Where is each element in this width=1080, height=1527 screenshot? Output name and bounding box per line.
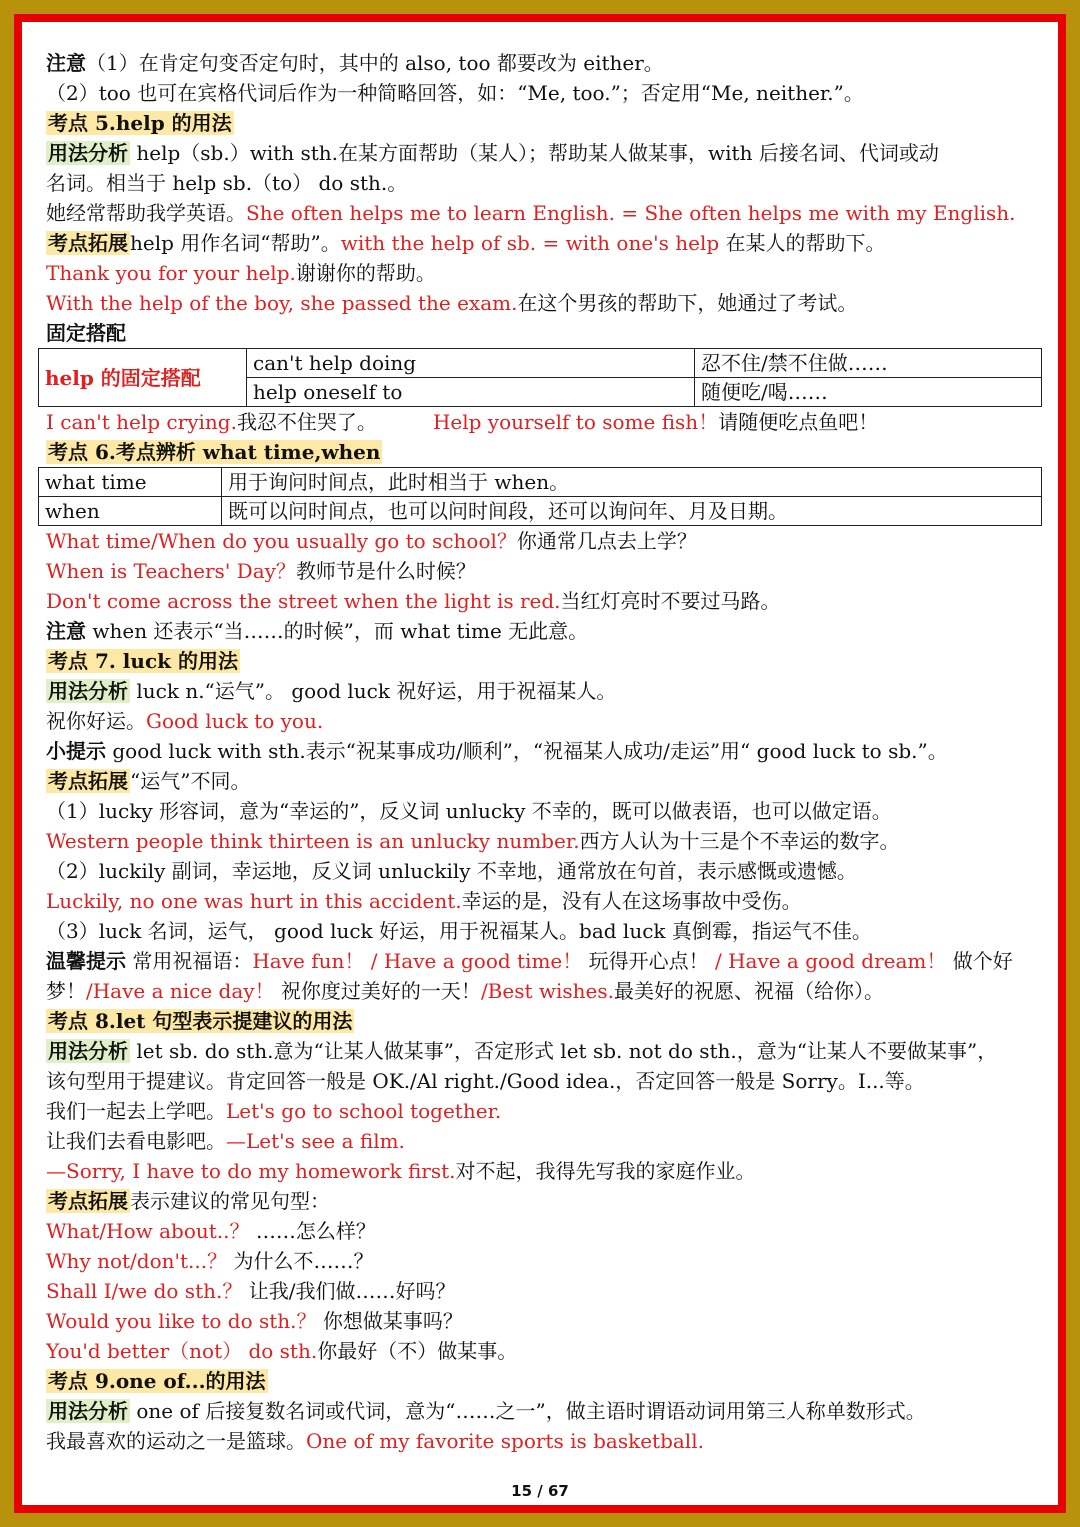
extension-text: help 用作名词“帮助”。: [130, 231, 341, 255]
example-zh: 在这个男孩的帮助下，她通过了考试。: [517, 291, 858, 315]
usage-line-2: 名词。相当于 help sb.（to） do sth.。: [46, 171, 408, 195]
note-text: when 还表示“当……的时候”，而 what time 无此意。: [86, 619, 589, 643]
tip-text: good luck with sth.表示“祝某事成功/顺利”，“祝福某人成功/走运”用“ good luck to sb.”。: [106, 739, 948, 763]
example-zh: 谢谢你的帮助。: [295, 261, 436, 285]
extension-tag: 考点拓展: [48, 1189, 128, 1213]
note-tag: 注意: [46, 51, 86, 75]
pattern-en: Shall I/we do sth.？: [46, 1279, 243, 1303]
example-zh: 让我们去看电影吧。: [46, 1129, 226, 1153]
warm-tip-tag: 温馨提示: [46, 949, 126, 973]
extension-text: “运气”不同。: [130, 769, 251, 793]
example-en: —Let's see a film.: [226, 1129, 405, 1153]
pattern-en: What/How about..？: [46, 1219, 250, 1243]
greeting-zh: 祝你度过美好的一天！: [274, 979, 481, 1003]
table-cell: 用于询问时间点，此时相当于 when。: [222, 468, 1042, 497]
usage-text: let sb. do sth.意为“让某人做某事”，否定形式 let sb. not do sth.，意为“让某人不要做某事”，: [130, 1039, 998, 1063]
pattern-zh: 你想做某事吗？: [316, 1309, 463, 1333]
note-line: [46, 616, 1046, 646]
section-5: [46, 108, 1046, 138]
example-zh: 我最喜欢的运动之一是篮球。: [46, 1429, 306, 1453]
example-line: [46, 886, 1046, 916]
pattern-line: [46, 1306, 1046, 1336]
help-collocation-table: [38, 348, 1042, 407]
example-line: [46, 407, 1046, 437]
greeting-en: / Have a good dream！: [708, 949, 947, 973]
example-en: When is Teachers' Day？: [46, 559, 296, 583]
extension-en: with the help of sb. = with one's help: [340, 231, 720, 255]
pattern-line: [46, 1216, 1046, 1246]
example-en: One of my favorite sports is basketball.: [306, 1429, 704, 1453]
section-9: [46, 1366, 1046, 1396]
example-line: [46, 556, 1046, 586]
tip-line: [46, 736, 1046, 766]
fixed-collocation-title: 固定搭配: [46, 321, 126, 345]
table-cell: 既可以问时间点，也可以问时间段，还可以询问年、月及日期。: [222, 497, 1042, 526]
usage-text: one of 后接复数名词或代词，意为“……之一”，做主语时谓语动词用第三人称单数形式。: [130, 1399, 926, 1423]
pattern-line: [46, 1336, 1046, 1366]
example-line: [46, 198, 1046, 228]
section-5-heading: 考点 5.help 的用法: [48, 111, 232, 135]
usage-tag: 用法分析: [48, 1399, 128, 1423]
note-line-2: （2）too 也可在宾格代词后作为一种简略回答，如：“Me, too.”；否定用“Me, neither.”。: [46, 81, 864, 105]
table-cell: what time: [39, 468, 222, 497]
note-text: （1）在肯定句变否定句时，其中的 also, too 都要改为 either。: [86, 51, 664, 75]
example-line: [46, 526, 1046, 556]
usage-text: luck n.“运气”。 good luck 祝好运，用于祝福某人。: [130, 679, 617, 703]
example-en: Good luck to you.: [146, 709, 324, 733]
pattern-line: [46, 1276, 1046, 1306]
table-cell: 随便吃/喝……: [695, 378, 1042, 407]
pattern-en: Why not/don't...？: [46, 1249, 228, 1273]
example-en: Don't come across the street when the light is red.: [46, 589, 561, 613]
extension-tag: 考点拓展: [48, 231, 128, 255]
section-7-heading: 考点 7. luck 的用法: [48, 649, 238, 673]
example-zh: 我忍不住哭了。: [236, 410, 377, 434]
example-en: What time/When do you usually go to school？: [46, 529, 517, 553]
pattern-zh: 你最好（不）做某事。: [317, 1339, 518, 1363]
what-time-when-table: [38, 467, 1042, 526]
example-en: She often helps me to learn English. = She often helps me with my English.: [246, 201, 1016, 225]
example-zh: 教师节是什么时候？: [295, 559, 476, 583]
greeting-en: /Have a nice day！: [86, 979, 275, 1003]
page-number: 15 / 67: [511, 1482, 569, 1500]
example-zh: 祝你好运。: [46, 709, 146, 733]
example-zh: 她经常帮助我学英语。: [46, 201, 246, 225]
extension-line: [46, 228, 1046, 258]
usage-tag: 用法分析: [48, 1039, 128, 1063]
example-en: Western people think thirteen is an unlucky number.: [46, 829, 580, 853]
example-line: [46, 1096, 1046, 1126]
example-en: Help yourself to some fish！: [432, 410, 719, 434]
warm-tip-line-1: [46, 946, 1046, 976]
note-line-1: [46, 48, 1046, 78]
extension-line: [46, 766, 1046, 796]
pattern-en: Would you like to do sth.？: [46, 1309, 317, 1333]
section-8: [46, 1006, 1046, 1036]
extension-text-2: 在某人的帮助下。: [719, 231, 886, 255]
section-7: [46, 646, 1046, 676]
table-row: [39, 349, 1042, 378]
usage-tag: 用法分析: [48, 141, 128, 165]
example-zh: 当红灯亮时不要过马路。: [560, 589, 781, 613]
table-row: [39, 497, 1042, 526]
example-zh: 我们一起去上学吧。: [46, 1099, 226, 1123]
example-zh: 西方人认为十三是个不幸运的数字。: [579, 829, 900, 853]
pattern-line: [46, 1246, 1046, 1276]
example-line: [46, 826, 1046, 856]
usage-tag: 用法分析: [48, 679, 128, 703]
tip-tag: 小提示: [46, 739, 106, 763]
page-content: [46, 48, 1046, 1456]
pattern-en: You'd better（not） do sth.: [46, 1339, 318, 1363]
example-en: Thank you for your help.: [46, 261, 296, 285]
example-line: [46, 1126, 1046, 1156]
example-line: [46, 258, 1046, 288]
table-label: help 的固定搭配: [39, 349, 247, 407]
example-en: Luckily, no one was hurt in this accident.: [46, 889, 462, 913]
warm-tip-text: 常用祝福语：: [126, 949, 253, 973]
table-cell: can't help doing: [247, 349, 695, 378]
example-line: [46, 288, 1046, 318]
example-zh: 你通常几点去上学？: [516, 529, 697, 553]
greeting-en: Have fun！ / Have a good time！: [252, 949, 583, 973]
note-tag: 注意: [46, 619, 86, 643]
greeting-zh: 梦！: [46, 979, 86, 1003]
extension-text: 表示建议的常见句型：: [130, 1189, 330, 1213]
table-cell: when: [39, 497, 222, 526]
example-en: Let's go to school together.: [226, 1099, 502, 1123]
usage-text: help（sb.）with sth.在某方面帮助（某人）；帮助某人做某事，with 后接名词、代词或动: [130, 141, 939, 165]
section-6-heading: 考点 6.考点辨析 what time,when: [48, 440, 381, 464]
pattern-zh: 让我/我们做……好吗？: [242, 1279, 456, 1303]
item-line: （2）luckily 副词，幸运地，反义词 unluckily 不幸地，通常放在句首，表示感慨或遗憾。: [46, 859, 857, 883]
document-page: [22, 22, 1058, 1505]
section-6: [46, 437, 1046, 467]
example-line: [46, 586, 1046, 616]
example-zh: 幸运的是，没有人在这场事故中受伤。: [461, 889, 802, 913]
extension-line: [46, 1186, 1046, 1216]
usage-line-1: [46, 1036, 1046, 1066]
usage-line: [46, 676, 1046, 706]
greeting-zh: 最美好的祝愿、祝福（给你）。: [613, 979, 884, 1003]
warm-tip-line-2: [46, 976, 1046, 1006]
example-en: With the help of the boy, she passed the exam.: [46, 291, 518, 315]
example-en: —Sorry, I have to do my homework first.: [46, 1159, 456, 1183]
extension-tag: 考点拓展: [48, 769, 128, 793]
example-line: [46, 706, 1046, 736]
usage-line-2: 该句型用于提建议。肯定回答一般是 OK./Al right./Good idea.，否定回答一般是 Sorry。I...等。: [46, 1069, 925, 1093]
usage-line: [46, 1396, 1046, 1426]
section-9-heading: 考点 9.one of...的用法: [48, 1369, 266, 1393]
example-zh: 请随便吃点鱼吧！: [718, 410, 879, 434]
table-cell: 忍不住/禁不住做……: [695, 349, 1042, 378]
example-zh: 对不起，我得先写我的家庭作业。: [455, 1159, 756, 1183]
section-8-heading: 考点 8.let 句型表示提建议的用法: [48, 1009, 353, 1033]
item-line: （1）lucky 形容词，意为“幸运的”，反义词 unlucky 不幸的，既可以做表语，也可以做定语。: [46, 799, 892, 823]
usage-line-1: [46, 138, 1046, 168]
example-line: [46, 1156, 1046, 1186]
example-line: [46, 1426, 1046, 1456]
greeting-zh: 做个好: [946, 949, 1013, 973]
table-row: [39, 468, 1042, 497]
greeting-zh: 玩得开心点！: [582, 949, 709, 973]
greeting-en: /Best wishes.: [480, 979, 614, 1003]
pattern-zh: 为什么不……？: [227, 1249, 374, 1273]
item-line: （3）luck 名词，运气， good luck 好运，用于祝福某人。bad luck 真倒霉，指运气不佳。: [46, 919, 872, 943]
example-en: I can't help crying.: [46, 410, 237, 434]
pattern-zh: ……怎么样？: [249, 1219, 376, 1243]
table-cell: help oneself to: [247, 378, 695, 407]
